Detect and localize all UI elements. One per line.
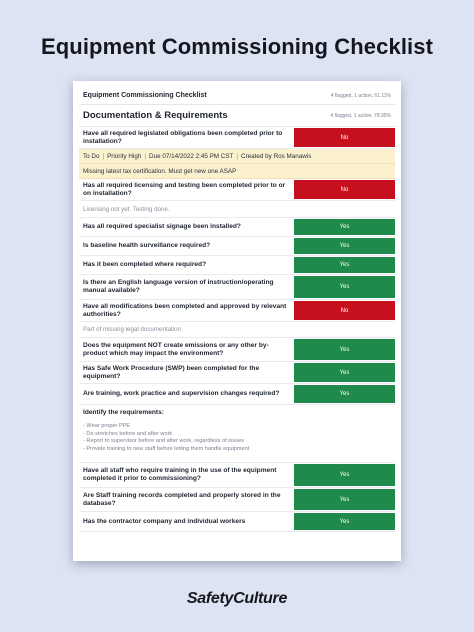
action-description xyxy=(79,164,395,179)
action-item[interactable] xyxy=(79,149,395,164)
brand-logo xyxy=(0,590,474,608)
answer-yes-badge[interactable]: Yes xyxy=(294,238,395,254)
question-row xyxy=(79,218,395,237)
section-header xyxy=(79,105,395,127)
question-note: Part of missing legal documentation xyxy=(79,322,395,338)
question-row xyxy=(79,179,395,201)
question-row xyxy=(79,237,395,256)
action-priority: Priority High xyxy=(107,152,142,160)
page-title: Equipment Commissioning Checklist xyxy=(40,34,434,59)
answer-yes-badge[interactable]: Yes xyxy=(294,385,395,403)
answer-yes-badge[interactable]: Yes xyxy=(294,339,395,360)
answer-no-badge[interactable]: No xyxy=(294,180,395,199)
brand-logo-text: Culture xyxy=(233,590,288,607)
requirement-line: - Do stretches before and after work xyxy=(83,430,173,437)
answer-no-badge[interactable]: No xyxy=(294,128,395,147)
requirements-block xyxy=(79,405,395,463)
answer-yes-badge[interactable]: Yes xyxy=(294,219,395,235)
action-due: Due 07/14/2022 2:45 PM CST xyxy=(149,152,234,160)
action-text: Missing latest tax certification. Must get new one ASAP xyxy=(83,167,237,175)
question-text: Is there an English language version of instruction/operating manual available? xyxy=(83,279,274,294)
question-row xyxy=(79,362,395,384)
answer-yes-badge[interactable]: Yes xyxy=(294,464,395,486)
question-row xyxy=(79,275,395,300)
question-text: Has it been completed where required? xyxy=(83,261,207,269)
separator: | xyxy=(102,152,105,160)
question-note: Licensing not yet. Testing done. xyxy=(79,201,395,218)
question-text: Has all required specialist signage been installed? xyxy=(83,223,241,231)
requirement-line: - Wear proper PPE xyxy=(83,423,131,429)
checklist-title: Equipment Commissioning Checklist xyxy=(83,92,207,99)
question-row xyxy=(79,300,395,322)
question-row xyxy=(79,512,395,532)
section-meta: 4 flagged, 1 action, 78.95% xyxy=(330,112,391,119)
question-text: Are Staff training records completed and properly stored in the database? xyxy=(83,491,281,507)
answer-no-badge[interactable]: No xyxy=(294,301,395,320)
brand-logo-text: Safety xyxy=(186,590,234,607)
question-text: Has all required licensing and testing been completed prior to or on installation? xyxy=(83,181,286,197)
question-row xyxy=(79,127,395,149)
question-text: Have all modifications been completed and approved by relevant authorities? xyxy=(83,302,287,318)
question-row xyxy=(79,338,395,362)
question-text: Has Safe Work Procedure (SWP) been completed for the equipment? xyxy=(83,364,260,380)
question-text: Have all staff who require training in the use of the equipment completed it prior to commissioning? xyxy=(83,467,277,482)
answer-yes-badge[interactable]: Yes xyxy=(294,257,395,273)
checklist-document xyxy=(73,81,401,561)
answer-yes-badge[interactable]: Yes xyxy=(294,489,395,510)
checklist-header xyxy=(79,87,395,105)
action-status: To Do xyxy=(83,152,100,160)
question-row xyxy=(79,256,395,275)
answer-yes-badge[interactable]: Yes xyxy=(294,513,395,530)
action-creator: Created by Ros Manawis xyxy=(241,152,312,160)
question-text: Are training, work practice and supervision changes required? xyxy=(83,390,280,398)
section-title: Documentation & Requirements xyxy=(83,110,228,121)
requirement-line: - Provide training to new staff before letting them handle equipment xyxy=(83,445,250,452)
answer-yes-badge[interactable]: Yes xyxy=(294,363,395,382)
checklist-meta: 4 flagged, 1 action, 61.11% xyxy=(330,92,391,99)
question-row xyxy=(79,384,395,405)
separator: | xyxy=(236,152,239,160)
question-row xyxy=(79,488,395,512)
question-text: Has the contractor company and individual workers xyxy=(83,517,246,525)
requirements-heading: Identify the requirements: xyxy=(83,409,164,416)
question-text: Have all required legislated obligations been completed prior to installation? xyxy=(83,129,283,145)
question-text: Does the equipment NOT create emissions or any other by-product which may impact the environment? xyxy=(83,341,269,357)
question-row xyxy=(79,463,395,488)
separator: | xyxy=(144,152,147,160)
question-text: Is baseline health surveillance required? xyxy=(83,242,211,250)
answer-yes-badge[interactable]: Yes xyxy=(294,276,395,298)
requirement-line: - Report to supervisor before and after work, regardless of issues xyxy=(83,438,245,445)
